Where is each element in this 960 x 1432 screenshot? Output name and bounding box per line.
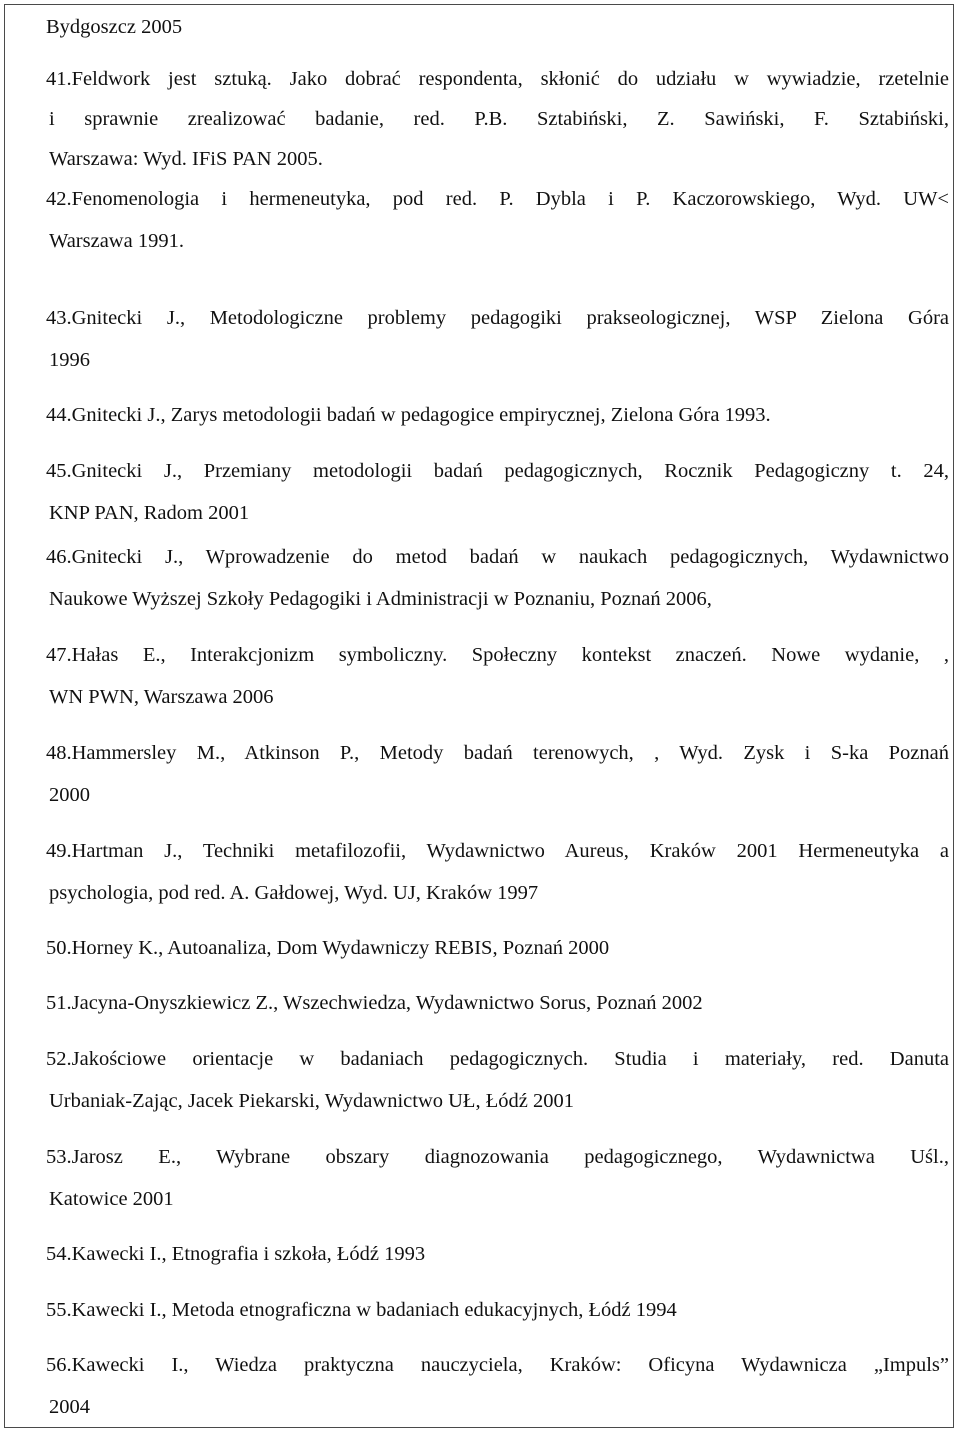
entry-number: 47. [46,644,72,666]
bibliography-entry [46,1289,949,1331]
entry-line [46,1289,949,1331]
entry-line: WN PWN, Warszawa 2006 [49,686,274,708]
bibliography-entry [46,178,949,262]
bibliography-entry [46,634,949,718]
entry-line [46,634,949,676]
entry-text: Fenomenologia i hermeneutyka, pod red. P. Dybla i P. Kaczorowskiego, Wyd. UW< [71,188,949,210]
entry-number: 56. [46,1354,72,1376]
entry-line [46,394,949,436]
entry-text: Jarosz E., Wybrane obszary diagnozowania pedagogicznego, Wydawnictwa Uśl., [71,1146,949,1168]
entry-text: Gnitecki J., Metodologiczne problemy pedagogiki prakseologicznej, WSP Zielona Góra [71,307,949,329]
bibliography-entry [46,982,949,1024]
entry-line: KNP PAN, Radom 2001 [49,502,250,524]
entry-number: 42. [46,188,72,210]
bibliography-entry [46,450,949,534]
bibliography-entry [46,1344,949,1428]
entry-text: Kawecki I., Wiedza praktyczna nauczyciela, Kraków: Oficyna Wydawnicza „Impuls” [71,1354,949,1376]
entry-text: Kawecki I., Etnografia i szkoła, Łódź 1993 [71,1243,426,1265]
entry-number: 52. [46,1048,72,1070]
entry-line [46,178,949,220]
entry-line [46,982,949,1024]
entry-line [46,58,949,100]
entry-text: Gnitecki J., Przemiany metodologii badań pedagogicznych, Rocznik Pedagogiczny t. 24, [71,460,949,482]
entry-line: Warszawa 1991. [49,230,184,252]
entry-number: 50. [46,937,72,959]
entry-number: 43. [46,307,72,329]
entry-text: Jakościowe orientacje w badaniach pedagogicznych. Studia i materiały, red. Danuta [71,1048,949,1070]
entry-number: 53. [46,1146,72,1168]
entry-text: Horney K., Autoanaliza, Dom Wydawniczy REBIS, Poznań 2000 [71,937,610,959]
entry-line: 1996 [49,349,90,371]
entry-number: 51. [46,992,72,1014]
entry-line [46,450,949,492]
entry-line: 2000 [49,784,90,806]
entry-line [46,536,949,578]
bibliography-entry [46,830,949,914]
entry-line: psychologia, pod red. A. Gałdowej, Wyd. UJ, Kraków 1997 [49,882,539,904]
entry-number: 46. [46,546,72,568]
bibliography-entry [46,1233,949,1275]
entry-line: Urbaniak-Zając, Jacek Piekarski, Wydawnictwo UŁ, Łódź 2001 [49,1090,574,1112]
entry-text: Gnitecki J., Wprowadzenie do metod badań w naukach pedagogicznych, Wydawnictwo [71,546,949,568]
entry-text: Hammersley M., Atkinson P., Metody badań terenowych, , Wyd. Zysk i S-ka Poznań [71,742,949,764]
entry-text: Hartman J., Techniki metafilozofii, Wydawnictwo Aureus, Kraków 2001 Hermeneutyka a [71,840,949,862]
entry-text: Kawecki I., Metoda etnograficzna w badaniach edukacyjnych, Łódź 1994 [71,1299,677,1321]
entry-text: Hałas E., Interakcjonizm symboliczny. Społeczny kontekst znaczeń. Nowe wydanie, , [71,644,949,666]
bibliography-entry [46,1136,949,1220]
bibliography-entry [46,394,949,436]
bibliography-entry [46,927,949,969]
entry-number: 54. [46,1243,72,1265]
entry-text: Jacyna-Onyszkiewicz Z., Wszechwiedza, Wydawnictwo Sorus, Poznań 2002 [71,992,703,1014]
entry-line [46,732,949,774]
entry-line [46,297,949,339]
document-page [4,4,954,1428]
bibliography-entry [46,1038,949,1122]
bibliography-entry [46,297,949,381]
continuation-line: Bydgoszcz 2005 [46,16,183,38]
entry-line: Katowice 2001 [49,1188,174,1210]
entry-line [46,1136,949,1178]
entry-text: Gnitecki J., Zarys metodologii badań w pedagogice empirycznej, Zielona Góra 1993. [71,404,771,426]
bibliography-entry [46,536,949,620]
entry-line [46,1233,949,1275]
entry-line: Warszawa: Wyd. IFiS PAN 2005. [49,148,323,170]
bibliography-entry [46,732,949,816]
entry-number: 55. [46,1299,72,1321]
entry-number: 49. [46,840,72,862]
entry-line [46,830,949,872]
entry-number: 48. [46,742,72,764]
entry-line [46,927,949,969]
entry-line [46,1344,949,1386]
bibliography-entry [46,58,949,180]
entry-text: Feldwork jest sztuką. Jako dobrać respondenta, skłonić do udziału w wywiadzie, rzetelnie [71,68,949,90]
entry-line: i sprawnie zrealizować badanie, red. P.B. Sztabiński, Z. Sawiński, F. Sztabiński, [49,108,949,130]
entry-line [46,1038,949,1080]
entry-number: 41. [46,68,72,90]
entry-line: 2004 [49,1396,90,1418]
entry-number: 44. [46,404,72,426]
entry-line: Naukowe Wyższej Szkoły Pedagogiki i Administracji w Poznaniu, Poznań 2006, [49,588,712,610]
entry-number: 45. [46,460,72,482]
